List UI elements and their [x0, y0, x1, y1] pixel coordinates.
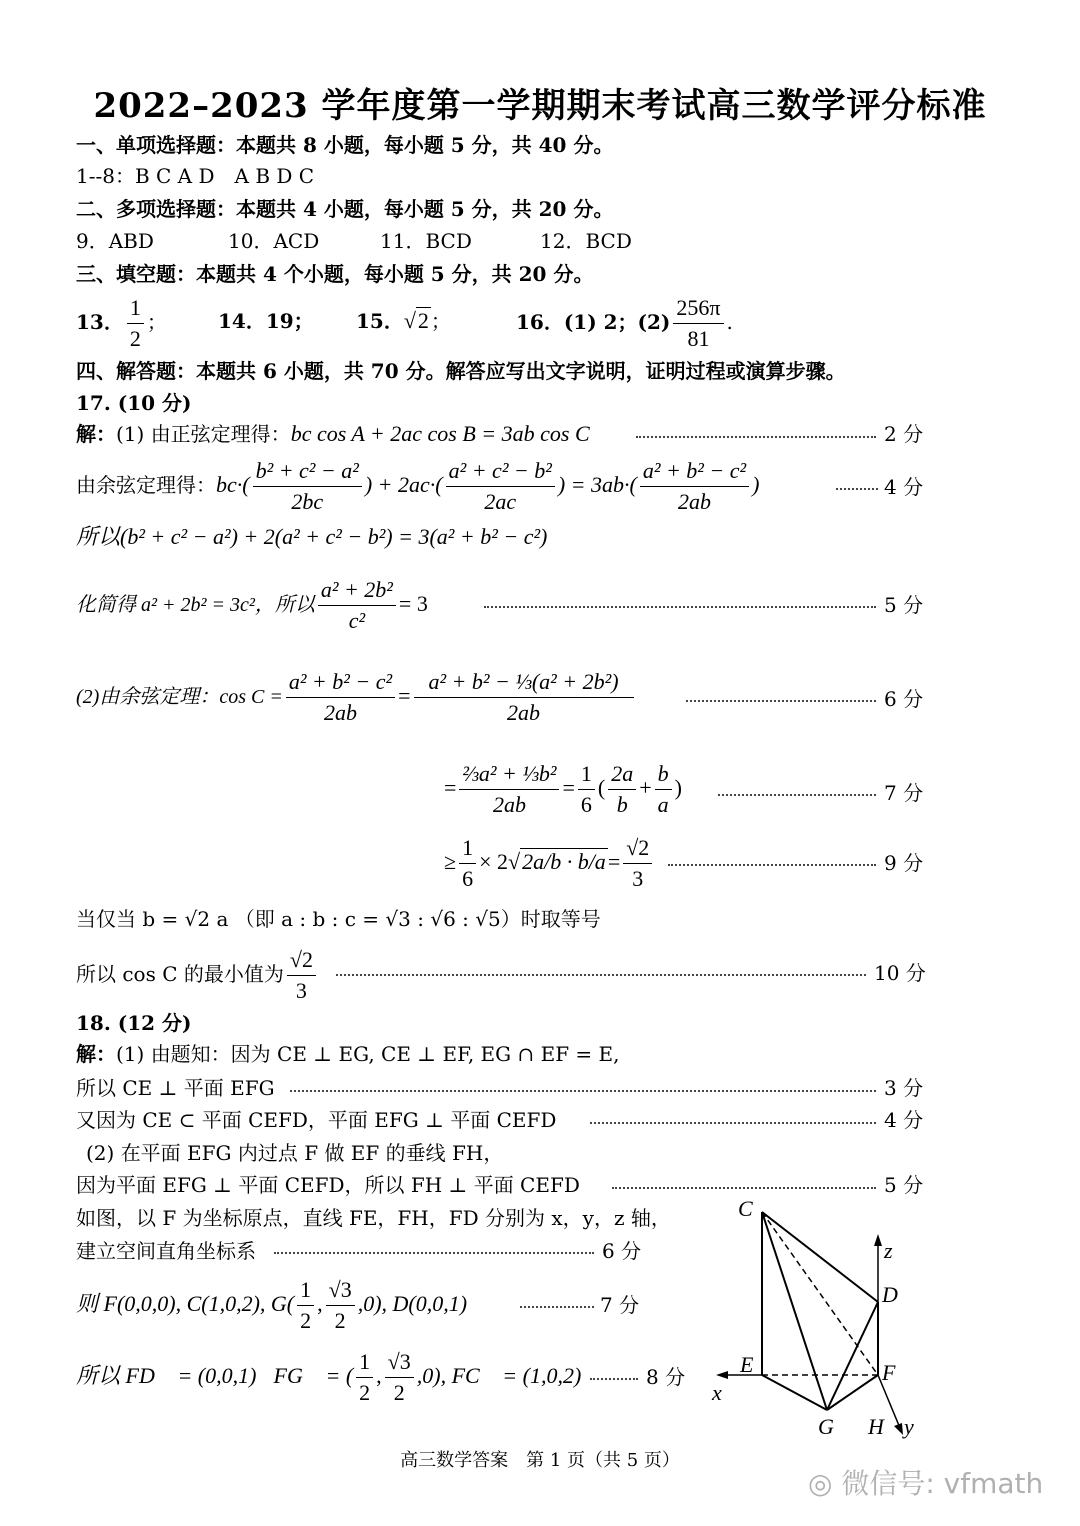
section2-heading: 二、多项选择题：本题共 4 小题，每小题 5 分，共 20 分。 — [76, 197, 614, 221]
answer-13: 13． $\frac{1}{2}$ ； — [76, 295, 167, 351]
dot-leader — [520, 1306, 594, 1308]
q18-line4: (2) 在平面 EFG 内过点 F 做 EF 的垂线 FH， — [86, 1141, 504, 1165]
geometry-figure — [700, 1190, 940, 1445]
dot-leader — [484, 606, 876, 608]
score-4b: 4 分 — [884, 1108, 924, 1132]
label-d: D — [882, 1282, 898, 1307]
score-3: 3 分 — [884, 1076, 924, 1100]
q18-line7: 建立空间直角坐标系 — [76, 1239, 256, 1263]
q17-line9: 所以 cos C 的最小值为 $\frac{√2}{3}$ — [76, 944, 319, 1006]
score-8: 8 分 — [646, 1365, 686, 1389]
score-10: 10 分 — [874, 961, 926, 985]
dot-leader — [686, 700, 876, 702]
q18-line8: 则 F(0,0,0), C(1,0,2), G( $\frac{1}{2}$ , $\frac{√3}{2}$ ,0), D(0,0,1) — [76, 1277, 468, 1333]
answer-10: 10．ACD — [228, 229, 320, 253]
dot-leader — [590, 1378, 638, 1380]
z-axis-arrow — [874, 1234, 882, 1246]
label-g: G — [818, 1414, 834, 1439]
q18-line2: 所以 CE ⊥ 平面 EFG — [76, 1076, 275, 1100]
q17-line6: = $\frac{\text{⅔a² + ⅓b²}}{2ab}$ = $\frac{1}{6}$ ( $\frac{2a}{b}$ + $\frac{b}{a}$ ) — [444, 761, 682, 817]
score-5b: 5 分 — [884, 1173, 924, 1197]
section1-answers: 1--8：B C A D A B D C — [76, 164, 315, 188]
score-7: 7 分 — [884, 781, 924, 805]
label-x: x — [712, 1380, 722, 1405]
dot-leader — [668, 864, 876, 866]
q18-heading: 18. (12 分) — [76, 1011, 192, 1035]
score-2: 2 分 — [884, 422, 924, 446]
score-7b: 7 分 — [600, 1293, 640, 1317]
dot-leader — [636, 436, 876, 438]
q17-line4: 化简得 a² + 2b² = 3c²，所以 $\frac{\text{a² + 2b²}}{\text{c²}}$ = 3 — [76, 577, 428, 633]
q17-line8: 当仅当 b = √2 a （即 a : b : c = √3 : √6 : √5）时取等号 — [76, 907, 601, 931]
dot-leader — [336, 974, 866, 976]
dot-leader — [718, 794, 876, 796]
label-h: H — [868, 1414, 884, 1439]
q18-line3: 又因为 CE ⊂ 平面 CEFD，平面 EFG ⊥ 平面 CEFD — [76, 1108, 557, 1132]
q17-line7: ≥ $\frac{1}{6}$ × 2√2a/b · b/a= $\frac{√2}{3}$ — [444, 832, 655, 894]
score-4: 4 分 — [884, 475, 924, 499]
label-f: F — [882, 1360, 896, 1385]
page-footer: 高三数学答案 第 1 页（共 5 页） — [400, 1450, 680, 1471]
q18-line6: 如图，以 F 为坐标原点，直线 FE，FH，FD 分别为 x，y，z 轴， — [76, 1206, 671, 1230]
label-y: y — [904, 1414, 914, 1439]
answer-16: 16．(1) 2；(2) $\frac{256\pi}{81}$ . — [516, 295, 733, 351]
y-axis-arrow — [894, 1423, 903, 1435]
q18-line9: 所以 FD⃗ = (0,0,1)，FG⃗ = ( $\frac{1}{2}$ , $\frac{√3}{2}$ ,0), FC⃗ = (1,0,2) — [76, 1349, 582, 1405]
edge-cf-dashed — [762, 1212, 878, 1375]
dot-leader — [290, 1090, 876, 1092]
watermark: ◎ 微信号: vfmath — [808, 1467, 1044, 1500]
page-title: 2022–2023 学年度第一学期期末考试高三数学评分标准 — [93, 86, 987, 126]
score-6: 6 分 — [884, 687, 924, 711]
q17-heading: 17. (10 分) — [76, 391, 192, 415]
q17-line5: (2)由余弦定理：cos C = $\frac{\text{a² + b² − c²}}{2ab}$ = $\frac{\text{a² + b² − ⅓(a² + 2b²)}}{2ab}$ — [76, 656, 637, 737]
dot-leader — [590, 1122, 876, 1124]
q18-line5: 因为平面 EFG ⊥ 平面 CEFD，所以 FH ⊥ 平面 CEFD — [76, 1173, 580, 1197]
x-axis-arrow — [716, 1371, 728, 1379]
q17-line2: 由余弦定理得：bc·( $\frac{\text{b² + c² − a²}}{2bc}$ ) + 2ac·( $\frac{\text{a² + c² − b²}}{2ac}$ ) = 3ab·( $\frac{\text{a² + b² − c²}}{2ab}$ ) — [76, 458, 760, 514]
label-e: E — [740, 1352, 754, 1377]
score-9: 9 分 — [884, 851, 924, 875]
answer-9: 9．ABD — [76, 229, 154, 253]
label-z: z — [884, 1238, 893, 1263]
section1-heading: 一、单项选择题：本题共 8 小题，每小题 5 分，共 40 分。 — [76, 133, 614, 157]
section3-heading: 三、填空题：本题共 4 个小题，每小题 5 分，共 20 分。 — [76, 262, 594, 286]
dot-leader — [836, 488, 878, 490]
q18-line1: 解：(1) 由题知：因为 CE ⊥ EG, CE ⊥ EF, EG ∩ EF = E, — [76, 1042, 620, 1066]
score-5: 5 分 — [884, 593, 924, 617]
q17-line3: 所以(b² + c² − a²) + 2(a² + c² − b²) = 3(a² + b² − c²) — [76, 524, 548, 549]
q17-line1: 解：(1) 由正弦定理得：bc cos A + 2ac cos B = 3ab cos C — [76, 421, 590, 446]
dot-leader — [612, 1187, 876, 1189]
answer-12: 12．BCD — [540, 229, 632, 253]
section4-heading: 四、解答题：本题共 6 小题，共 70 分。解答应写出文字说明，证明过程或演算步骤。 — [76, 359, 846, 383]
edge-dg — [827, 1302, 878, 1410]
label-c: C — [738, 1196, 753, 1221]
edge-cd — [762, 1212, 878, 1302]
answer-15: 15．√2 ； — [356, 308, 451, 333]
score-6b: 6 分 — [602, 1239, 642, 1263]
answer-11: 11．BCD — [380, 229, 472, 253]
dot-leader — [274, 1252, 594, 1254]
answer-14: 14．19； — [218, 309, 314, 333]
